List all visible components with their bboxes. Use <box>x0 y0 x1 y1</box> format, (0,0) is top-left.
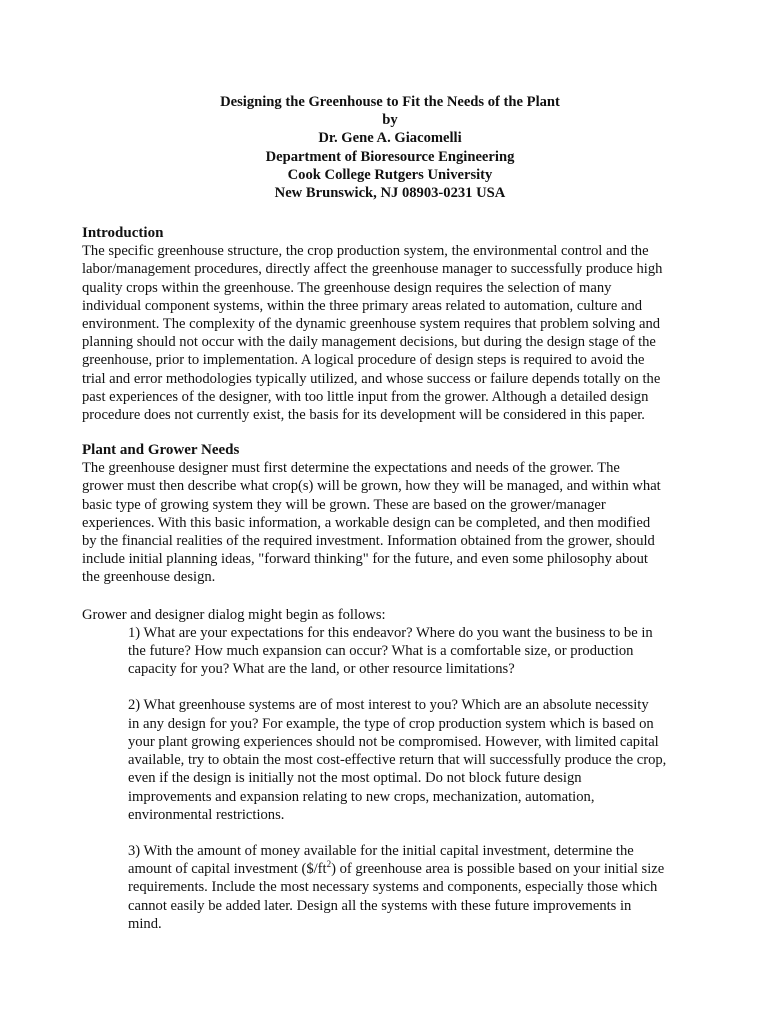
text-line: include initial planning ideas, "forward thinking" for the future, and even some philosophy about <box>82 551 648 568</box>
paper-title: Designing the Greenhouse to Fit the Needs of the Plant <box>220 94 560 110</box>
text-line: available, try to obtain the most cost-effective return that will successfully produce the crop, <box>128 752 667 769</box>
text-line: by the financial realities of the required investment. Information obtained from the grower, should <box>82 533 655 550</box>
title-block <box>92 93 688 202</box>
text-line: planning should not occur with the daily management decisions, but during the design stage of the <box>82 334 656 351</box>
text-line: grower must then describe what crop(s) will be grown, how they will be managed, and within what <box>82 478 661 495</box>
text-line: greenhouse, prior to implementation. A logical procedure of design steps is required to avoid the <box>82 352 645 369</box>
text-line: experiences. With this basic information, a workable design can be completed, and then modified <box>82 514 651 531</box>
author-institution: Cook College Rutgers University <box>287 166 493 183</box>
text-line: even if the design is initially not the most optimal. Do not block future design <box>128 770 582 787</box>
text-line: 2) What greenhouse systems are of most interest to you? Which are an absolute necessity <box>128 697 649 714</box>
text-line: individual component systems, within the three primary areas related to automation, culture and <box>82 297 643 314</box>
text-line: 3) With the amount of money available for the initial capital investment, determine the <box>128 842 634 859</box>
dialog-item-3 <box>128 842 688 933</box>
plant-grower-needs-heading: Plant and Grower Needs <box>82 442 240 459</box>
text-line: The specific greenhouse structure, the crop production system, the environmental control and the <box>82 243 649 260</box>
superscript-exponent: 2 <box>326 859 332 870</box>
author-name: Dr. Gene A. Giacomelli <box>318 130 462 147</box>
text-line: in any design for you? For example, the type of crop production system which is based on <box>128 715 654 732</box>
dialog-item-2 <box>128 696 688 823</box>
author-department: Department of Bioresource Engineering <box>265 148 515 165</box>
author-address: New Brunswick, NJ 08903-0231 USA <box>274 185 506 202</box>
text-line: environmental restrictions. <box>128 806 285 823</box>
text-line: the greenhouse design. <box>82 569 216 586</box>
needs-paragraph <box>82 459 688 586</box>
text-line: 1) What are your expectations for this endeavor? Where do you want the business to be in <box>128 624 653 641</box>
introduction-paragraph <box>82 242 688 424</box>
text-line: your plant growing experiences should not be compromised. However, with limited capital <box>128 733 659 750</box>
text-line: the future? How much expansion can occur? What is a comfortable size, or production <box>128 643 634 660</box>
text-line: labor/management procedures, directly affect the greenhouse manager to successfully produce high <box>82 261 663 278</box>
introduction-heading: Introduction <box>82 225 164 242</box>
text-fragment: amount of capital investment ($/ft <box>128 861 327 878</box>
text-line: quality crops within the greenhouse. The greenhouse design requires the selection of many <box>82 279 612 296</box>
text-line: environment. The complexity of the dynamic greenhouse system requires that problem solving and <box>82 316 661 333</box>
text-line: The greenhouse designer must first determine the expectations and needs of the grower. The <box>82 460 620 477</box>
text-line: trial and error methodologies typically utilized, and whose success or failure depends totally on the <box>82 370 661 387</box>
text-line: basic type of growing system they will be grown. These are based on the grower/manager <box>82 496 606 513</box>
text-line: cannot easily be added later. Design all the systems with these future improvements in <box>128 897 632 914</box>
dialog-item-1 <box>128 624 688 679</box>
text-line: procedure does not currently exist, the basis for its development will be considered in this paper. <box>82 407 645 424</box>
text-line: requirements. Include the most necessary systems and components, especially those which <box>128 879 658 896</box>
byline-by: by <box>382 112 398 129</box>
text-fragment: ) of greenhouse area is possible based on your initial size <box>331 861 665 878</box>
text-line: improvements and expansion relating to new crops, mechanization, automation, <box>128 788 595 805</box>
text-line: capacity for you? What are the land, or other resource limitations? <box>128 661 515 678</box>
text-line: past experiences of the designer, with too little input from the grower. Although a detailed design <box>82 388 649 405</box>
dialog-intro: Grower and designer dialog might begin as follows: <box>82 606 386 623</box>
text-line-with-superscript <box>128 860 688 878</box>
text-line: mind. <box>128 915 162 932</box>
